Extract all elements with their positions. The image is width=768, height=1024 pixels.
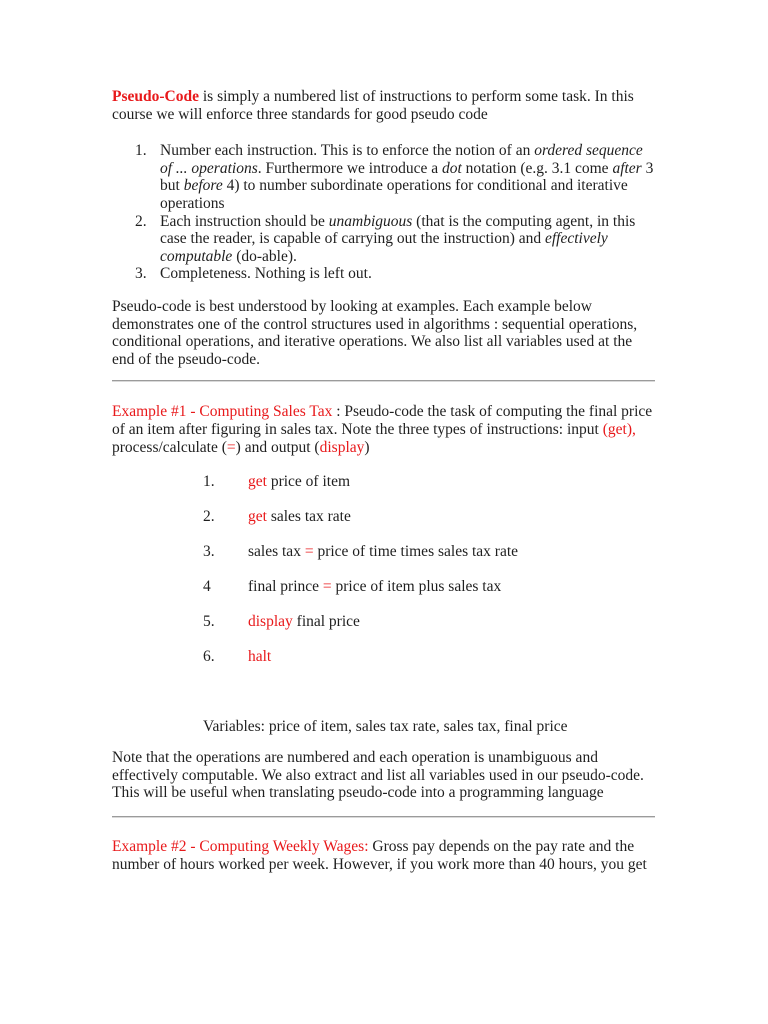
pseudocode-step <box>203 543 655 561</box>
step-text <box>248 613 360 630</box>
variables-line: Variables: price of item, sales tax rate, sales tax, final price <box>203 717 568 735</box>
text-segment: final price <box>292 613 360 631</box>
standard-item-text <box>160 265 372 282</box>
step-number: 4 <box>203 578 211 596</box>
text-segment: Each instruction should be <box>160 212 329 230</box>
standard-item-text <box>160 142 653 212</box>
intro-paragraph <box>112 88 655 123</box>
text-segment: get <box>248 508 267 526</box>
text-segment: process/calculate ( <box>112 438 227 456</box>
list-number: 1. <box>135 142 147 160</box>
text-segment: (get), <box>602 420 636 438</box>
text-segment: effectively computable <box>160 230 608 265</box>
text-segment: sales tax rate <box>266 508 351 526</box>
text-segment: Gross pay depends on the pay rate and the number of hours worked per week. However, if you work more than 40 hours, you get <box>112 837 647 873</box>
text-segment: Pseudo-Code <box>112 88 199 105</box>
example1-heading-paragraph <box>112 403 655 456</box>
text-segment: Example #2 - Computing Weekly Wages: <box>112 837 369 855</box>
step-text <box>248 578 501 595</box>
text-segment: = <box>226 438 236 456</box>
text-segment: is simply a numbered list of instructions to perform some task. In this course we will enforce three standards for good pseudo code <box>112 88 634 123</box>
text-segment: Number each instruction. This is to enforce the notion of an <box>160 142 535 160</box>
step-text <box>248 473 350 490</box>
step-number: 5. <box>203 613 215 631</box>
text-segment: ) and output ( <box>235 438 320 456</box>
text-segment: (do-able). <box>232 247 297 265</box>
pseudocode-step <box>203 473 655 491</box>
pseudocode-step <box>203 508 655 526</box>
text-segment: = <box>322 578 332 596</box>
standard-item <box>135 212 655 266</box>
list-number: 3. <box>135 265 147 283</box>
pseudocode-step <box>203 578 655 596</box>
text-segment: dot <box>441 159 462 177</box>
text-segment: final prince <box>248 578 323 596</box>
text-segment: ordered sequence of ... operations <box>160 142 643 177</box>
text-segment: notation (e.g. 3.1 come <box>461 159 613 177</box>
standard-item-text <box>160 213 635 265</box>
step-text <box>248 543 518 560</box>
standard-item <box>135 265 655 283</box>
text-segment: (that is the computing agent, in this case the reader, is capable of carrying out the instruction) and <box>160 212 636 248</box>
text-segment: . Furthermore we introduce a <box>257 159 442 177</box>
step-text <box>248 508 351 525</box>
text-segment: halt <box>248 648 272 666</box>
text-segment: display <box>319 438 365 456</box>
text-segment: display <box>248 613 293 631</box>
text-segment: Completeness. Nothing is left out. <box>160 265 372 283</box>
section-divider <box>112 816 655 818</box>
step-number: 1. <box>203 473 215 491</box>
text-segment: = <box>304 543 314 561</box>
step-text <box>248 648 271 665</box>
pseudocode-step <box>203 613 655 631</box>
text-segment: price of time times sales tax rate <box>313 543 519 561</box>
standards-list <box>112 142 655 283</box>
section-divider <box>112 380 655 382</box>
text-segment: Example #1 - Computing Sales Tax <box>112 403 333 421</box>
text-segment: get <box>248 473 267 491</box>
text-segment: : Pseudo-code the task of computing the final price of an item after figuring in sales tax. Note the three types of instructions: input <box>112 403 653 438</box>
examples-overview-paragraph: Pseudo-code is best understood by looking at examples. Each example below demonstrates one of the control structures used in algorithms : sequential operations, conditional operations, and iterative operations. We also list all variables used at the end of the pseudo-code. <box>112 297 638 368</box>
text-segment: ) <box>364 438 370 456</box>
step-number: 3. <box>203 543 215 561</box>
standard-item <box>135 142 655 212</box>
text-segment: before <box>183 177 223 195</box>
text-segment: 4) to number subordinate operations for conditional and iterative operations <box>160 177 628 212</box>
note-paragraph: Note that the operations are numbered and each operation is unambiguous and effectively computable. We also extract and list all variables used in our pseudo-code. This will be useful when translating pseudo-code into a programming language <box>112 749 644 802</box>
example2-heading-paragraph <box>112 838 655 873</box>
text-segment: after <box>612 159 642 177</box>
step-number: 6. <box>203 648 215 666</box>
text-segment: price of item plus sales tax <box>331 578 502 596</box>
text-segment: sales tax <box>248 543 305 561</box>
list-number: 2. <box>135 212 147 230</box>
pseudocode-step <box>203 648 655 666</box>
text-segment: 3 but <box>160 159 654 195</box>
text-segment: price of item <box>266 473 351 491</box>
step-number: 2. <box>203 508 215 526</box>
example1-pseudocode-list <box>112 473 655 666</box>
text-segment: unambiguous <box>328 212 413 230</box>
